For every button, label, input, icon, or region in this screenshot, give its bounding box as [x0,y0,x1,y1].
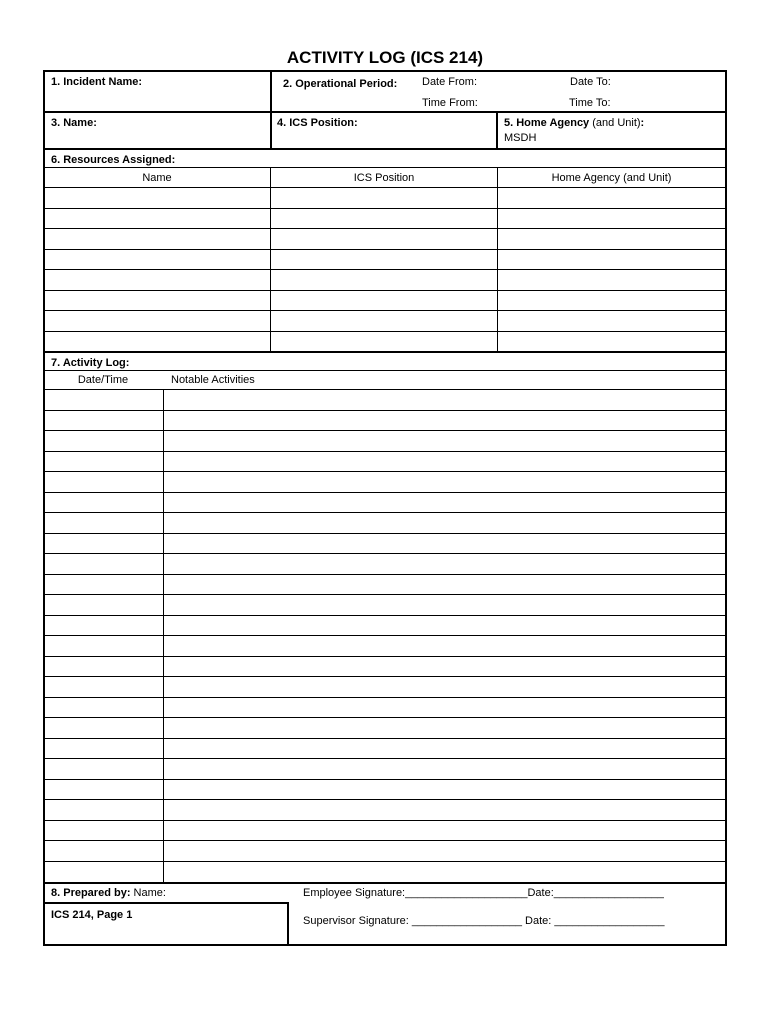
activity-row-line [43,410,727,411]
header-vdivider-2 [496,111,498,150]
activity-row-line [43,779,727,780]
time-to-label: Time To: [569,97,611,109]
header-divider-1 [43,111,727,113]
activity-row-line [43,758,727,759]
resources-header-line [43,167,727,168]
resources-col-divider [497,167,498,352]
prepared-top-border [43,882,727,884]
supervisor-signature-line: Supervisor Signature: __________________ Date: __________________ [303,915,665,927]
resources-row-line [43,331,727,332]
activity-row-line [43,799,727,800]
home-agency-value: MSDH [504,132,537,144]
resources-col-name: Name [142,172,172,184]
resources-row-line [43,310,727,311]
activity-row-line [43,697,727,698]
form-page-box-right [287,902,289,946]
activity-row-line [43,389,727,390]
prepared-by-name: Name: [133,887,166,899]
activity-row-line [43,492,727,493]
activity-row-line [43,594,727,595]
resources-row-line [43,269,727,270]
activity-row-line [43,430,727,431]
date-from-label: Date From: [422,76,478,88]
resources-row-line [43,249,727,250]
activity-row-line [43,676,727,677]
home-agency-label [504,117,644,129]
activity-row-line [43,738,727,739]
activity-row-line [43,656,727,657]
activity-row-line [43,553,727,554]
resources-col-ics-position: ICS Position [353,172,415,184]
activity-log-label: 7. Activity Log: [51,357,130,369]
date-to-label: Date To: [570,76,611,88]
header-vdivider-1 [270,70,272,150]
prepared-by-label [51,887,166,899]
resources-row-line [43,290,727,291]
resources-col-home-agency: Home Agency (and Unit) [551,172,672,184]
ics-position-label: 4. ICS Position: [277,117,358,129]
activity-row-line [43,635,727,636]
activity-row-line [43,840,727,841]
activity-col-notable: Notable Activities [171,374,255,386]
activity-row-line [43,471,727,472]
time-from-label: Time From: [422,97,478,109]
name-label: 3. Name: [51,117,97,129]
form-bottom-border [43,944,727,946]
activity-header-line [43,370,727,371]
form-title: ACTIVITY LOG (ICS 214) [286,48,484,67]
activity-row-line [43,615,727,616]
activity-row-line [43,533,727,534]
home-agency-label-paren: (and Unit) [592,117,641,129]
activity-row-line [43,717,727,718]
form-page-label: ICS 214, Page 1 [51,909,133,921]
employee-signature-line: Employee Signature:____________________Date:__________________ [303,887,664,899]
activity-col-divider [163,389,164,882]
form-top-border [43,70,727,72]
prepared-by-bold: 8. Prepared by: [51,887,131,899]
incident-name-label: 1. Incident Name: [51,76,143,88]
header-divider-2 [43,148,727,150]
resources-row-line [43,187,727,188]
resources-assigned-label: 6. Resources Assigned: [51,154,176,166]
form-page-box-top [43,902,288,904]
form-left-border [43,70,45,946]
resources-row-line [43,208,727,209]
activity-row-line [43,451,727,452]
activity-row-line [43,574,727,575]
operational-period-label: 2. Operational Period: [283,78,398,90]
home-agency-label-bold: 5. Home Agency [504,117,590,129]
resources-col-divider [270,167,271,352]
activity-row-line [43,820,727,821]
activity-row-line [43,861,727,862]
activity-col-datetime: Date/Time [77,374,129,386]
resources-bottom-border [43,351,727,353]
form-right-border [725,70,727,946]
home-agency-label-colon: : [640,117,645,129]
resources-row-line [43,228,727,229]
activity-row-line [43,512,727,513]
